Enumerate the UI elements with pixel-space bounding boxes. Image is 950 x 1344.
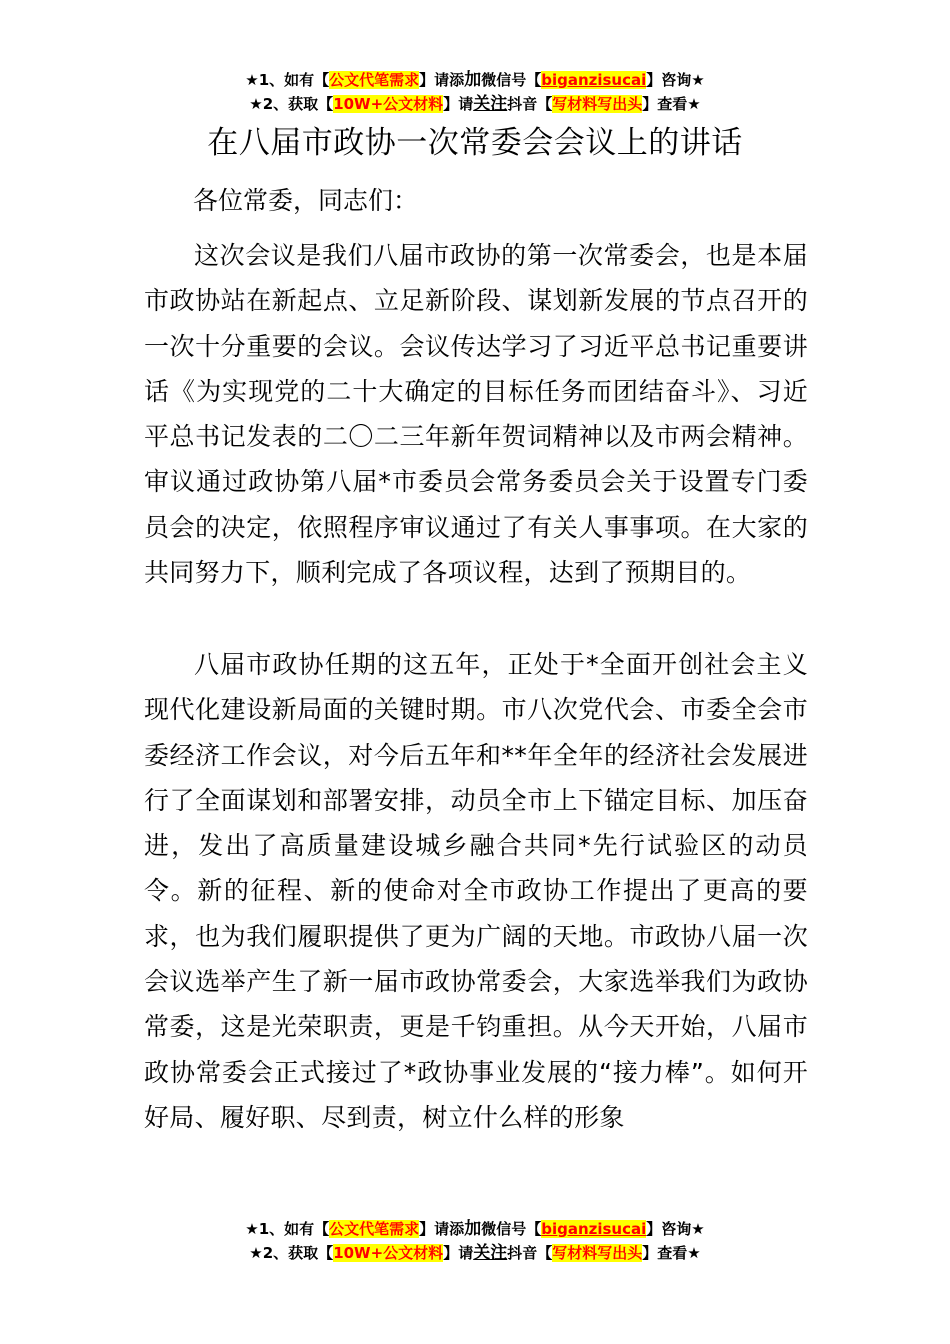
promo-line-1: ★1、如有【公文代笔需求】请添加微信号【biganzisucai】咨询★ <box>245 1219 705 1239</box>
promo-line-1: ★1、如有【公文代笔需求】请添加微信号【biganzisucai】咨询★ <box>245 70 705 90</box>
star-icon: ★ <box>687 1244 701 1262</box>
document-title: 在八届市政协一次常委会会议上的讲话 <box>207 125 743 161</box>
wechat-id[interactable]: biganzisucai <box>541 1220 647 1238</box>
star-icon: ★ <box>249 95 263 113</box>
materials-highlight: 10W+公文材料 <box>333 1244 444 1262</box>
star-icon: ★ <box>245 71 259 89</box>
star-icon: ★ <box>249 1244 263 1262</box>
star-icon: ★ <box>691 1220 705 1238</box>
paragraph-1: 这次会议是我们八届市政协的第一次常委会，也是本届市政协站在新起点、立足新阶段、谋划新发展的节点召开的一次十分重要的会议。会议传达学习了习近平总书记重要讲话《为实现党的二十大确定的目标任务而团结奋斗》、习近平总书记发表的二〇二三年新年贺词精神以及市两会精神。审议通过政协第八届*市委员会常务委员会关于设置专门委员会的决定，依照程序审议通过了有关人事事项。在大家的共同努力下，顺利完成了各项议程，达到了预期目的。 <box>144 241 808 588</box>
wechat-id[interactable]: biganzisucai <box>541 71 647 89</box>
star-icon: ★ <box>691 71 705 89</box>
promo-line-2: ★2、获取【10W+公文材料】请关注抖音【写材料写出头】查看★ <box>249 94 701 114</box>
materials-highlight: 10W+公文材料 <box>333 95 444 113</box>
star-icon: ★ <box>245 1220 259 1238</box>
service-highlight: 公文代笔需求 <box>329 71 420 89</box>
paragraph-2: 八届市政协任期的这五年，正处于*全面开创社会主义现代化建设新局面的关键时期。市八次党代会、市委全会市委经济工作会议，对今后五年和**年全年的经济社会发展进行了全面谋划和部署安排，动员全市上下锚定目标、加压奋进，发出了高质量建设城乡融合共同*先行试验区的动员令。新的征程、新的使命对全市政协工作提出了更高的要求，也为我们履职提供了更为广阔的天地。市政协八届一次会议选举产生了新一届市政协常委会，大家选举我们为政协常委，这是光荣职责，更是千钧重担。从今天开始，八届市政协常委会正式接过了*政协事业发展的“接力棒”。如何开好局、履好职、尽到责，树立什么样的形象 <box>144 650 808 1132</box>
promo-banner-top <box>0 68 950 116</box>
douyin-account[interactable]: 写材料写出头 <box>552 95 643 113</box>
service-highlight: 公文代笔需求 <box>329 1220 420 1238</box>
promo-line-2: ★2、获取【10W+公文材料】请关注抖音【写材料写出头】查看★ <box>249 1243 701 1263</box>
douyin-account[interactable]: 写材料写出头 <box>552 1244 643 1262</box>
greeting: 各位常委，同志们： <box>193 186 419 215</box>
star-icon: ★ <box>687 95 701 113</box>
promo-banner-bottom <box>0 1217 950 1265</box>
